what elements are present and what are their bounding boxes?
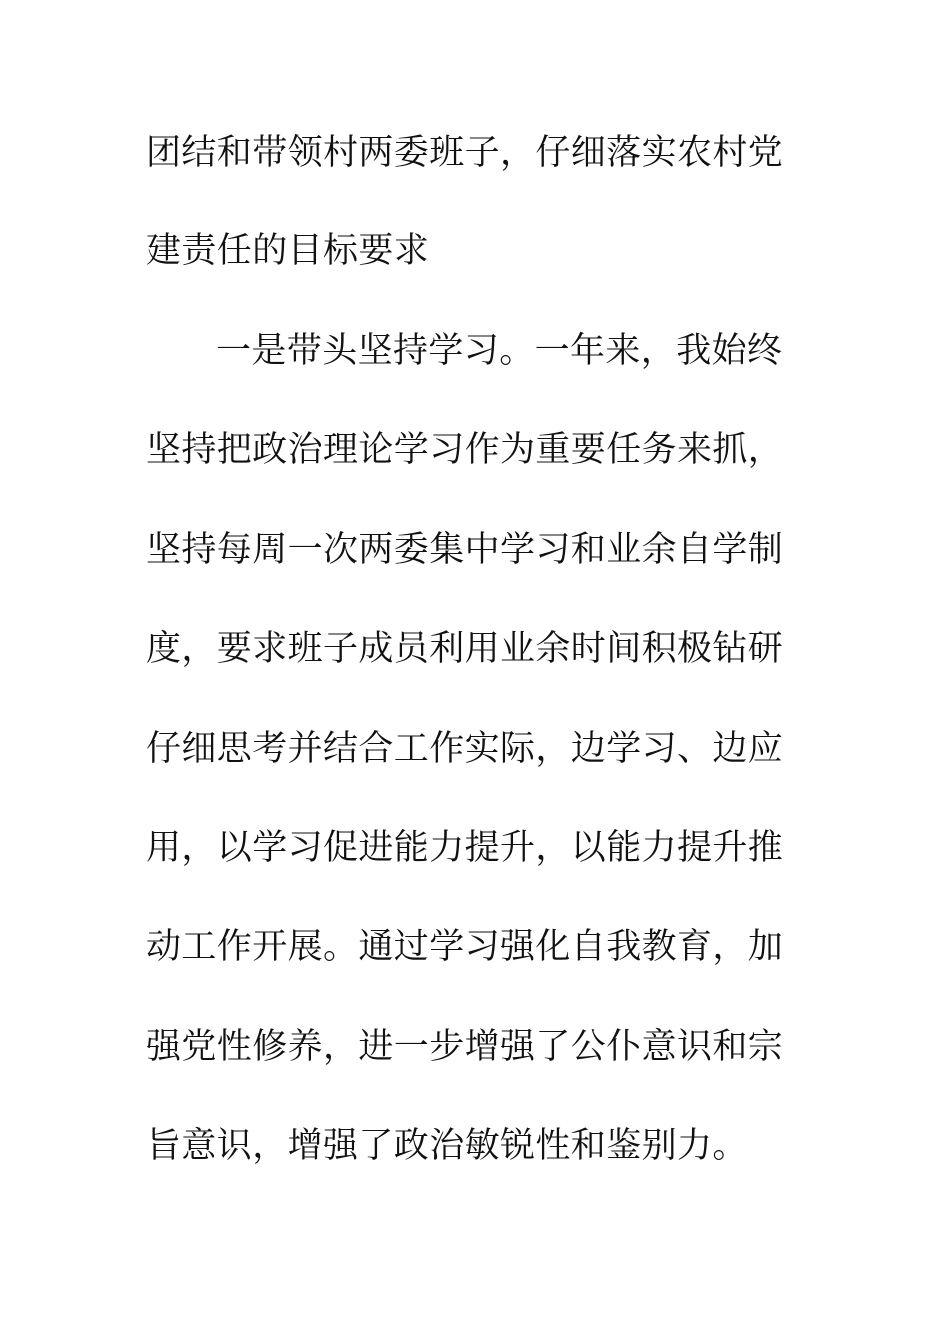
paragraph-line-5: 仔细思考并结合工作实际，边学习、边应 [146,729,784,769]
paragraph-line-8: 强党性修养，进一步增强了公仆意识和宗 [146,1027,784,1067]
paragraph-line-3: 坚持每周一次两委集中学习和业余自学制 [146,530,784,570]
paragraph-line-6: 用，以学习促进能力提升，以能力提升推 [146,828,784,868]
paragraph-line-2: 坚持把政治理论学习作为重要任务来抓， [146,430,784,470]
paragraph-line-1: 一是带头坚持学习。一年来，我始终 [216,331,783,371]
heading-line-1: 团结和带领村两委班子，仔细落实农村党 [146,133,784,173]
paragraph-line-9: 旨意识，增强了政治敏锐性和鉴别力。 [146,1126,748,1166]
heading-line-2: 建责任的目标要求 [146,231,430,271]
paragraph-line-7: 动工作开展。通过学习强化自我教育，加 [146,927,784,967]
paragraph-line-4: 度，要求班子成员利用业余时间积极钻研 [146,629,784,669]
